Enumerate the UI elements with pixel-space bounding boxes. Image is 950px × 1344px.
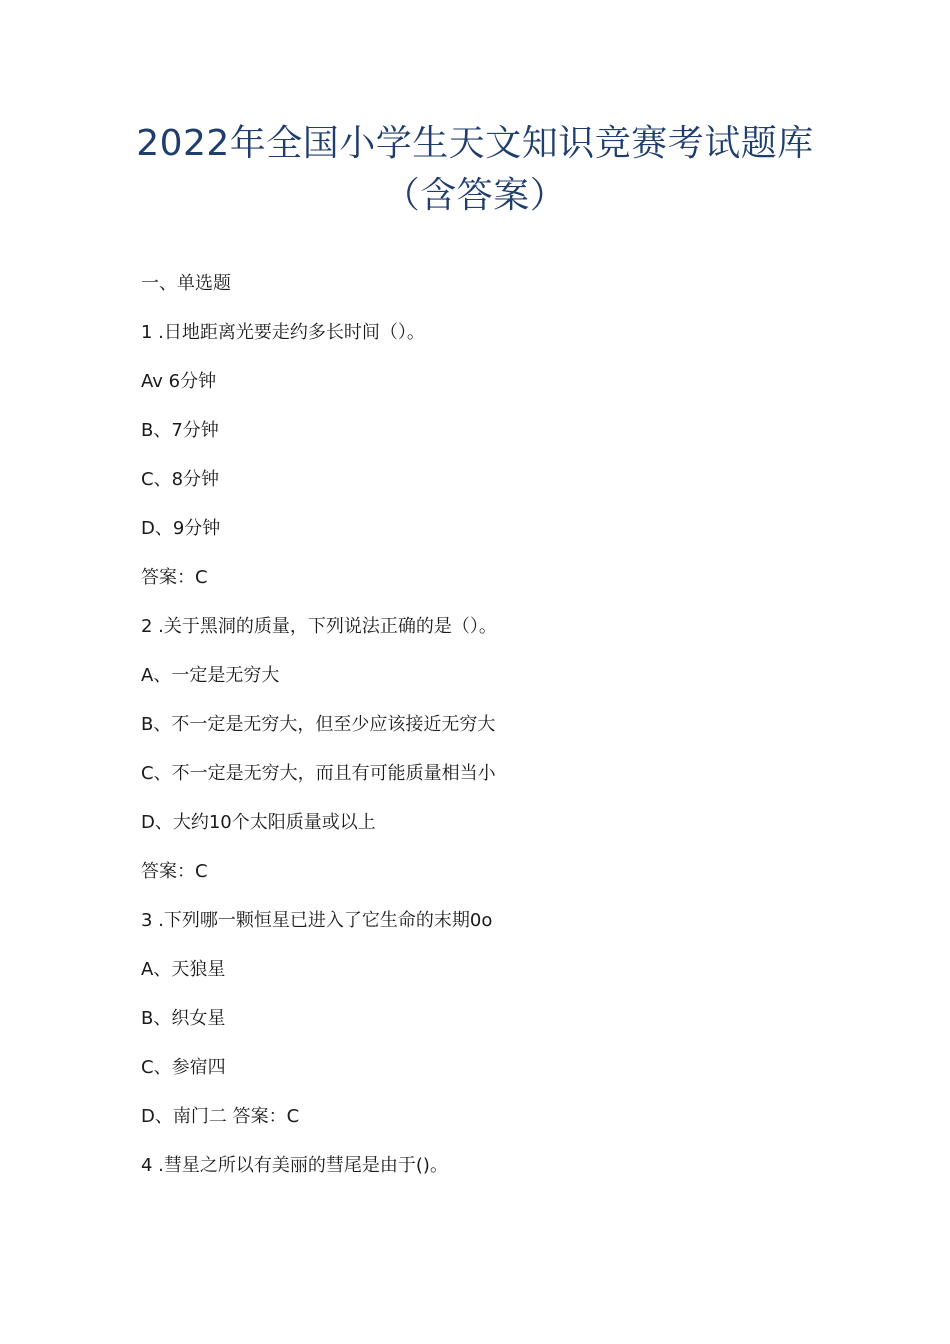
section-heading: 一、单选题 — [141, 273, 231, 294]
document-title-line-2: （含答案） — [383, 175, 567, 216]
question-1-option-b: B、7分钟 — [141, 420, 219, 441]
question-1: 1 .日地距离光要走约多长时间（）。 — [141, 322, 425, 343]
question-2-option-d: D、大约10个太阳质量或以上 — [141, 812, 376, 833]
question-2-option-c: C、不一定是无穷大，而且有可能质量相当小 — [141, 763, 496, 784]
question-3-option-c: C、参宿四 — [141, 1057, 226, 1078]
question-3-option-b: B、织女星 — [141, 1008, 226, 1029]
question-2: 2 .关于黑洞的质量，下列说法正确的是（）。 — [141, 616, 497, 637]
question-2-option-b: B、不一定是无穷大，但至少应该接近无穷大 — [141, 714, 496, 735]
question-2-answer: 答案：C — [141, 861, 208, 882]
question-2-option-a: A、一定是无穷大 — [141, 665, 280, 686]
question-1-option-c: C、8分钟 — [141, 469, 220, 490]
question-1-option-d: D、9分钟 — [141, 518, 221, 539]
question-3-option-a: A、天狼星 — [141, 959, 226, 980]
question-4: 4 .彗星之所以有美丽的彗尾是由于()。 — [141, 1155, 448, 1176]
document-title-line-1: 2022年全国小学生天文知识竞赛考试题库 — [136, 123, 814, 164]
question-3-option-d-answer: D、南门二 答案：C — [141, 1106, 300, 1127]
question-3: 3 .下列哪一颗恒星已进入了它生命的末期0o — [141, 910, 493, 931]
question-1-answer: 答案：C — [141, 567, 208, 588]
question-1-option-a: Av 6分钟 — [141, 371, 217, 392]
